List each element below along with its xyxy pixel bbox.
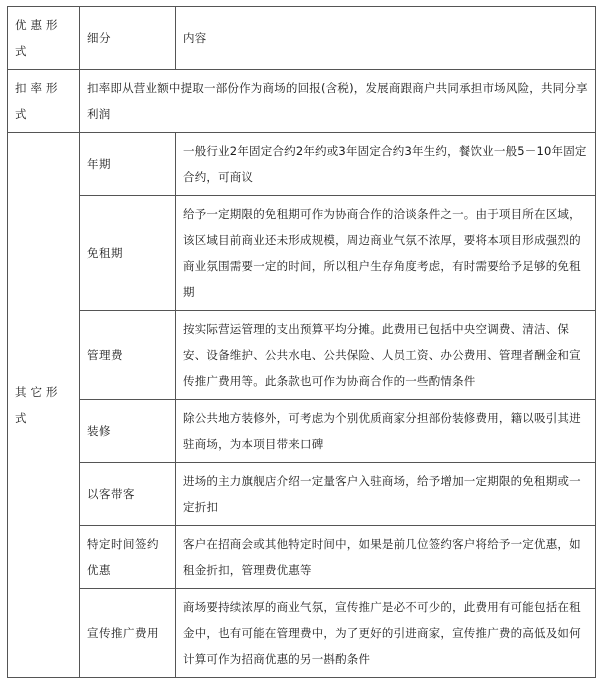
preferential-terms-table — [7, 6, 596, 678]
content-rent-free: 给予一定期限的免租期可作为协商合作的洽谈条件之一。由于项目所在区域，该区域目前商业还未形成规模，周边商业气氛不浓厚，要将本项目形成强烈的商业氛围需要一定的时间，所以租户生存角度考虑，有时需要给予足够的免租期 — [176, 196, 596, 311]
content-referral: 进场的主力旗舰店介绍一定量客户入驻商场，给予增加一定期限的免租期或一定折扣 — [176, 463, 596, 526]
content-term: 一般行业2年固定合约2年约或3年固定合约3年生约，餐饮业一般5－10年固定合约，可商议 — [176, 133, 596, 196]
table-row — [8, 196, 596, 311]
category-other: 其它形式 — [8, 133, 80, 678]
header-content: 内容 — [176, 7, 596, 70]
sub-term: 年期 — [80, 133, 176, 196]
table-row — [8, 526, 596, 589]
content-management-fee: 按实际营运管理的支出预算平均分摊。此费用已包括中央空调费、清洁、保安、设备维护、公共水电、公共保险、人员工资、办公费用、管理者酬金和宣传推广费用等。此条款也可作为协商合作的一些酌情条件 — [176, 311, 596, 400]
header-row — [8, 7, 596, 70]
content-decoration: 除公共地方装修外，可考虑为个别优质商家分担部份装修费用，籍以吸引其进驻商场，为本项目带来口碑 — [176, 400, 596, 463]
discount-content: 扣率即从营业额中提取一部份作为商场的回报(含税)，发展商跟商户共同承担市场风险，共同分享利润 — [80, 70, 596, 133]
sub-early-signing: 特定时间签约优惠 — [80, 526, 176, 589]
sub-referral: 以客带客 — [80, 463, 176, 526]
table-row-discount — [8, 70, 596, 133]
category-discount: 扣率形式 — [8, 70, 80, 133]
sub-decoration: 装修 — [80, 400, 176, 463]
content-early-signing: 客户在招商会或其他特定时间中，如果是前几位签约客户将给予一定优惠，如租金折扣，管理费优惠等 — [176, 526, 596, 589]
header-form: 优惠形式 — [8, 7, 80, 70]
table-row — [8, 400, 596, 463]
content-promotion-fee: 商场要持续浓厚的商业气氛，宣传推广是必不可少的，此费用有可能包括在租金中，也有可能在管理费中，为了更好的引进商家，宣传推广费的高低及如何计算可作为招商优惠的另一斟酌条件 — [176, 589, 596, 678]
sub-rent-free: 免租期 — [80, 196, 176, 311]
sub-promotion-fee: 宣传推广费用 — [80, 589, 176, 678]
table-row — [8, 311, 596, 400]
sub-management-fee: 管理费 — [80, 311, 176, 400]
table-row — [8, 589, 596, 678]
table-row — [8, 463, 596, 526]
table-row — [8, 133, 596, 196]
header-subdivision: 细分 — [80, 7, 176, 70]
